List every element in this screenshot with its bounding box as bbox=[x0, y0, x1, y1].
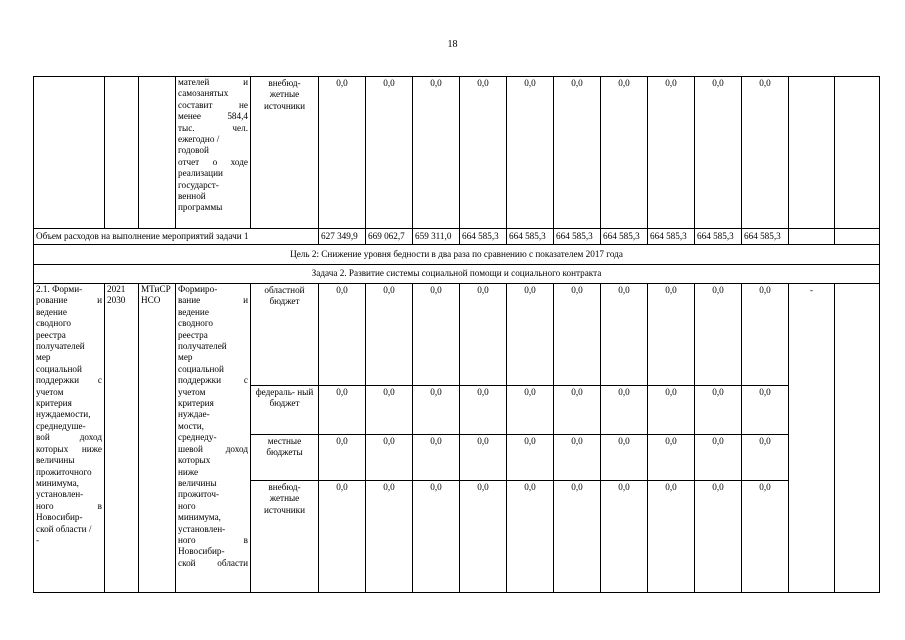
item-name-line: поддержки с bbox=[36, 375, 102, 386]
item-result-line: ниже bbox=[178, 466, 199, 477]
cont-value: 0,0 bbox=[601, 77, 648, 229]
item-result-line: мости, bbox=[178, 420, 204, 431]
cont-empty-cell bbox=[789, 77, 835, 229]
item-name-line: учетом bbox=[36, 386, 64, 397]
item-result-line: учетом bbox=[178, 386, 206, 397]
cont-executor-cell bbox=[139, 77, 176, 229]
cont-value: 0,0 bbox=[648, 77, 695, 229]
item-name-line: 2.1. Форми- bbox=[36, 284, 83, 294]
value-cell: 0,0 bbox=[460, 435, 507, 481]
value-cell: 0,0 bbox=[742, 386, 789, 435]
item-2-1-row-regional bbox=[34, 284, 880, 386]
item-2-1-dash: - bbox=[789, 284, 835, 593]
item-name-line: получателей bbox=[36, 341, 85, 352]
cont-years-cell bbox=[105, 77, 139, 229]
value-cell: 0,0 bbox=[319, 386, 366, 435]
value-cell: 0,0 bbox=[695, 386, 742, 435]
item-executor-line: МТиСР bbox=[141, 284, 171, 294]
item-name-line: которых ниже bbox=[36, 443, 102, 454]
value-cell: 0,0 bbox=[554, 481, 601, 593]
value-cell: 0,0 bbox=[507, 481, 554, 593]
value-cell: 0,0 bbox=[413, 481, 460, 593]
item-result-line: социальной bbox=[178, 363, 224, 374]
item-name-line: реестра bbox=[36, 329, 66, 340]
item-name-line: ской области / bbox=[36, 523, 92, 534]
value-cell: 0,0 bbox=[507, 435, 554, 481]
item-name-line: рование и bbox=[36, 295, 102, 306]
item-2-1-name bbox=[34, 284, 105, 593]
item-name-line: Новосибир- bbox=[36, 512, 83, 523]
value-cell: 0,0 bbox=[742, 284, 789, 386]
item-result-line: шевой доход bbox=[178, 443, 248, 454]
item-result-line: которых bbox=[178, 455, 211, 466]
value-cell: 0,0 bbox=[319, 481, 366, 593]
item-result-line: Новосибир- bbox=[178, 546, 225, 557]
total-value: 664 585,3 bbox=[507, 229, 554, 245]
measure-text-line: ежегодно / bbox=[178, 134, 220, 145]
cont-value: 0,0 bbox=[742, 77, 789, 229]
value-cell: 0,0 bbox=[460, 284, 507, 386]
value-cell: 0,0 bbox=[601, 481, 648, 593]
total-value: 627 349,9 bbox=[319, 229, 366, 245]
item-result-line: критерия bbox=[178, 398, 214, 409]
item-result-line: сводного bbox=[178, 318, 213, 329]
value-cell: 0,0 bbox=[554, 284, 601, 386]
value-cell: 0,0 bbox=[742, 481, 789, 593]
cont-value: 0,0 bbox=[507, 77, 554, 229]
item-result-line: Формиро- bbox=[178, 284, 218, 294]
item-result-line: среднеду- bbox=[178, 432, 217, 443]
value-cell: 0,0 bbox=[413, 435, 460, 481]
item-result-line: вание и bbox=[178, 295, 248, 306]
total-row bbox=[34, 229, 880, 245]
item-result-line: ного в bbox=[178, 534, 248, 545]
item-name-line: критерия bbox=[36, 398, 72, 409]
program-table bbox=[33, 76, 880, 593]
total-value: 664 585,3 bbox=[648, 229, 695, 245]
value-cell: 0,0 bbox=[648, 435, 695, 481]
cont-value: 0,0 bbox=[460, 77, 507, 229]
measure-text-line: венной bbox=[178, 191, 206, 202]
item-name-line: социальной bbox=[36, 363, 82, 374]
value-cell: 0,0 bbox=[460, 386, 507, 435]
value-cell: 0,0 bbox=[601, 386, 648, 435]
item-name-line: нуждаемости, bbox=[36, 409, 91, 420]
cont-value: 0,0 bbox=[366, 77, 413, 229]
item-name-line: среднедуше- bbox=[36, 420, 86, 431]
value-cell: 0,0 bbox=[366, 386, 413, 435]
total-value: 664 585,3 bbox=[460, 229, 507, 245]
cont-value: 0,0 bbox=[319, 77, 366, 229]
value-cell: 0,0 bbox=[742, 435, 789, 481]
item-result-line: ведение bbox=[178, 306, 209, 317]
cont-value: 0,0 bbox=[554, 77, 601, 229]
measure-text-line: государст- bbox=[178, 179, 219, 190]
measure-text-line: программы bbox=[178, 202, 223, 213]
item-name-line: вой доход bbox=[36, 432, 102, 443]
goal-2-heading: Цель 2: Снижение уровня бедности в два раза по сравнению с показателем 2017 года bbox=[34, 245, 880, 265]
item-name-line: минимума, bbox=[36, 477, 79, 488]
total-value: 659 311,0 bbox=[413, 229, 460, 245]
source-cell: областной бюджет bbox=[251, 284, 319, 386]
value-cell: 0,0 bbox=[319, 435, 366, 481]
total-empty-cell bbox=[789, 229, 835, 245]
value-cell: 0,0 bbox=[366, 284, 413, 386]
item-name-line: установлен- bbox=[36, 489, 84, 500]
item-name-line: мер bbox=[36, 352, 51, 363]
item-result-line: реестра bbox=[178, 329, 208, 340]
task-row bbox=[34, 265, 880, 284]
total-value: 664 585,3 bbox=[554, 229, 601, 245]
total-value: 664 585,3 bbox=[601, 229, 648, 245]
goal-row bbox=[34, 245, 880, 265]
item-name-line: ного в bbox=[36, 500, 102, 511]
measure-text-line: отчет о ходе bbox=[178, 156, 248, 167]
task-2-heading: Задача 2. Развитие системы социальной помощи и социального контракта bbox=[34, 265, 880, 284]
item-name-line: сводного bbox=[36, 318, 71, 329]
page-number: 18 bbox=[447, 39, 458, 50]
value-cell: 0,0 bbox=[648, 284, 695, 386]
item-result-line: ного bbox=[178, 500, 196, 511]
item-2-1-result bbox=[176, 284, 251, 593]
total-value: 669 062,7 bbox=[366, 229, 413, 245]
value-cell: 0,0 bbox=[507, 386, 554, 435]
cont-value: 0,0 bbox=[413, 77, 460, 229]
value-cell: 0,0 bbox=[601, 435, 648, 481]
item-name-line: величины bbox=[36, 455, 75, 466]
item-year-line: 2030 bbox=[107, 295, 126, 306]
cont-measure-cell bbox=[176, 77, 251, 229]
item-result-line: поддержки с bbox=[178, 375, 248, 386]
source-cell: внебюд- жетные источники bbox=[251, 481, 319, 593]
value-cell: 0,0 bbox=[695, 481, 742, 593]
item-result-line: прожиточ- bbox=[178, 489, 220, 500]
item-result-line: ской области bbox=[178, 557, 248, 568]
value-cell: 0,0 bbox=[554, 386, 601, 435]
value-cell: 0,0 bbox=[695, 435, 742, 481]
item-executor-line: НСО bbox=[141, 295, 161, 306]
measure-text-line: составит не bbox=[178, 99, 248, 110]
item-2-1-years bbox=[105, 284, 139, 593]
total-value: 664 585,3 bbox=[695, 229, 742, 245]
item-result-line: мер bbox=[178, 352, 193, 363]
source-cell: местные бюджеты bbox=[251, 435, 319, 481]
item-2-1-executor bbox=[139, 284, 176, 593]
value-cell: 0,0 bbox=[413, 386, 460, 435]
measure-text-line: менее 584,4 bbox=[178, 111, 248, 122]
item-result-line: установлен- bbox=[178, 523, 226, 534]
total-empty-cell bbox=[835, 229, 880, 245]
measure-text-line: реализации bbox=[178, 168, 223, 179]
cont-empty-cell bbox=[835, 77, 880, 229]
item-name-line: прожиточного bbox=[36, 466, 92, 477]
value-cell: 0,0 bbox=[366, 435, 413, 481]
cont-value: 0,0 bbox=[695, 77, 742, 229]
value-cell: 0,0 bbox=[554, 435, 601, 481]
item-result-line: нуждае- bbox=[178, 409, 210, 420]
measure-text-line: самозанятых bbox=[178, 88, 229, 99]
source-cell: федераль- ный бюджет bbox=[251, 386, 319, 435]
total-value: 664 585,3 bbox=[742, 229, 789, 245]
item-name-line: ведение bbox=[36, 306, 67, 317]
cont-name-cell bbox=[34, 77, 105, 229]
item-year-line: 2021 bbox=[107, 284, 126, 294]
total-label: Объем расходов на выполнение мероприятий задачи 1 bbox=[34, 229, 319, 245]
value-cell: 0,0 bbox=[319, 284, 366, 386]
value-cell: 0,0 bbox=[507, 284, 554, 386]
item-name-line: - bbox=[36, 534, 40, 545]
value-cell: 0,0 bbox=[413, 284, 460, 386]
value-cell: 0,0 bbox=[695, 284, 742, 386]
item-result-line: минимума, bbox=[178, 512, 221, 523]
item-2-1-empty-cell bbox=[835, 284, 880, 593]
continuation-row bbox=[34, 77, 880, 229]
measure-text-line: годовой bbox=[178, 145, 209, 156]
measure-text-line: мателей и bbox=[178, 77, 248, 87]
value-cell: 0,0 bbox=[366, 481, 413, 593]
value-cell: 0,0 bbox=[648, 481, 695, 593]
value-cell: 0,0 bbox=[601, 284, 648, 386]
item-result-line: величины bbox=[178, 477, 217, 488]
item-result-line: получателей bbox=[178, 341, 227, 352]
cont-source-cell: внебюд- жетные источники bbox=[251, 77, 319, 229]
value-cell: 0,0 bbox=[460, 481, 507, 593]
value-cell: 0,0 bbox=[648, 386, 695, 435]
measure-text-line: тыс. чел. bbox=[178, 122, 248, 133]
